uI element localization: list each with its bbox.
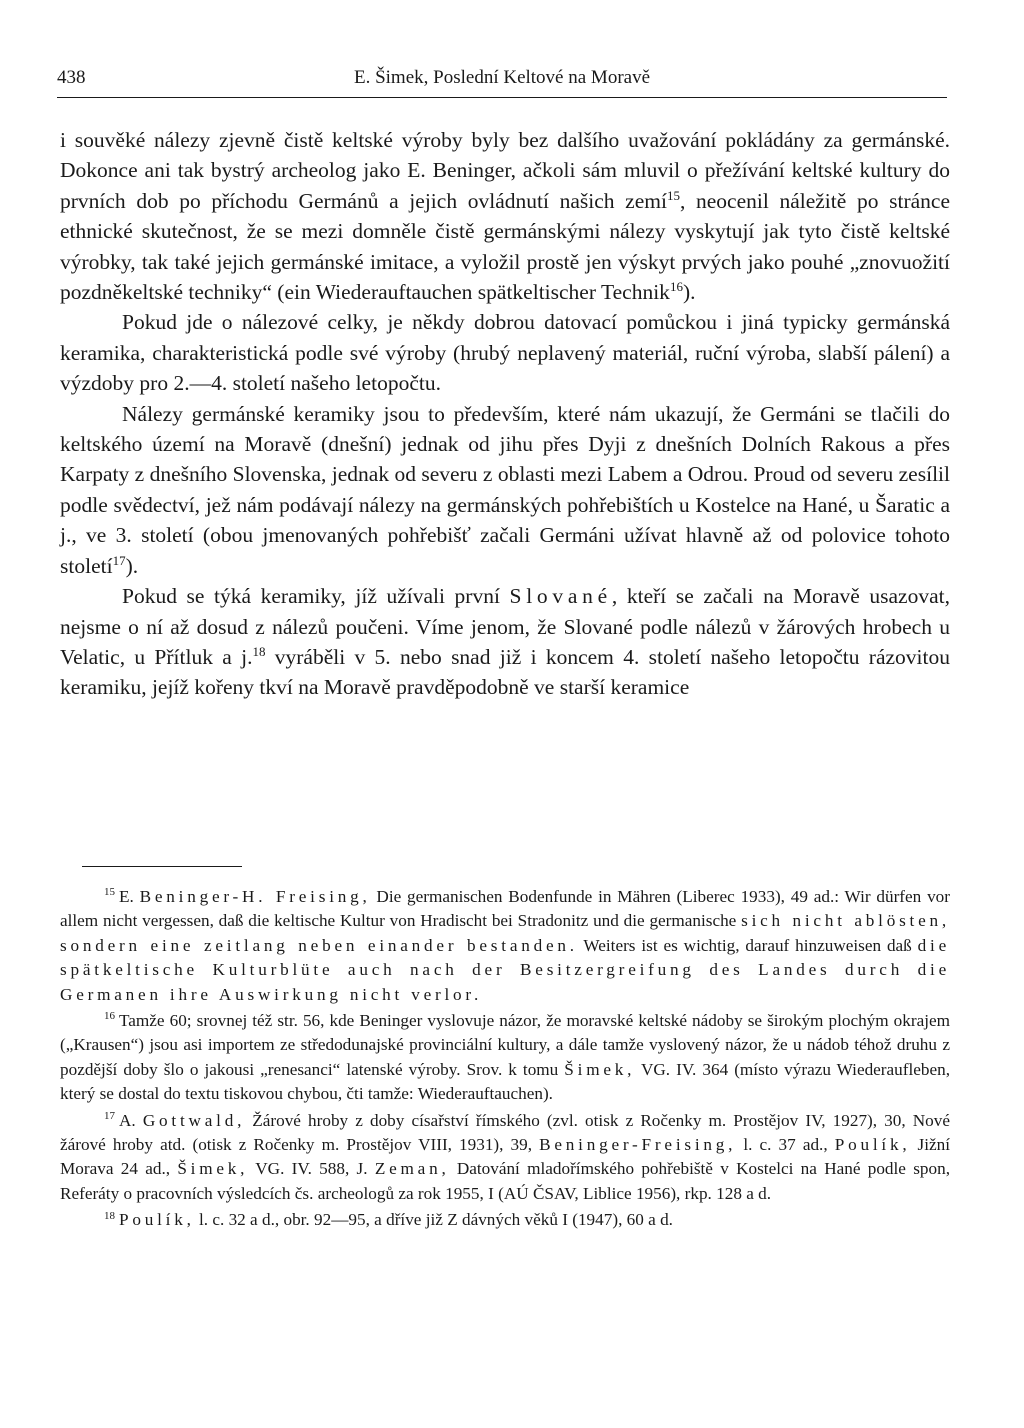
header-rule	[57, 97, 947, 98]
page-header	[57, 66, 947, 90]
footnote-ref-17: 17	[112, 552, 126, 568]
paragraph-3: Nálezy germánské keramiky jsou to především, které nám ukazují, že Germáni se tlačili do keltského území na Moravě (dnešní) jednak od jihu přes Dyji z dnešních Dolních Rakous a přes Karpaty z dnešního Slovenska, jednak od severu z oblasti mezi Labem a Odrou. Proud od severu zesílil podle svědectví, jež nám podávají nálezy na germánských pohřebištích u Kostelce na Hané, u Šaratic a j., ve 3. století (obou jmenovaných pohřebišť začali Germáni užívat hlavně až od polovice tohoto století$^{17}$).	[60, 401, 950, 578]
footnote-rule	[82, 866, 242, 867]
footnote-15: $^{15}$ E. Beninger-H. Freising, Die germanischen Bodenfunde in Mähren (Liberec 1933), 49 ad.: Wir dürfen vor allem nicht vergessen, daß die keltische Kultur von Hradischt bei Stradonitz und die germanische sich nicht ablösten, sondern eine zeitlang neben einander bestanden. Weiters ist es wichtig, darauf hinzuweisen daß die spätkeltische Kulturblüte auch nach der Besitzergreifung des Landes durch die Germanen ihre Auswirkung nicht verlor.	[60, 886, 950, 1004]
footnote-ref-18: 18	[252, 643, 266, 659]
footnote-number: 16	[104, 1010, 115, 1023]
main-text	[60, 125, 950, 703]
running-title: E. Šimek, Poslední Keltové na Moravě	[353, 67, 651, 88]
paragraph-4: Pokud se týká keramiky, jíž užívali první Slované, kteří se začali na Moravě usazovat, nejsme o ní až dosud z nálezů poučeni. Víme jenom, že Slované podle nálezů v žárových hrobech u Velatic, u Přítluk a j.$^{18}$ vyráběli v 5. nebo snad již i koncem 4. století našeho letopočtu rázovitou keramiku, jejíž kořeny tkví na Moravě pravděpodobně ve starší keramice	[60, 584, 950, 700]
paragraph-1: i souvěké nálezy zjevně čistě keltské výroby byly bez dalšího uvažování pokládány za germánské. Dokonce ani tak bystrý archeolog jako E. Beninger, ačkoli sám mluvil o přežívání keltské kultury do prvních dob po příchodu Germánů a jejich ovládnutí našich zemí$^{15}$, neocenil náležitě po stránce ethnické skutečnost, že se mezi domněle čistě germánskými nálezy vyskytují jak tyto čistě keltské výrobky, tak také jejich germánské imitace, a vyložil prostě jen výskyt prvých jako pouhé „znovuožití pozdněkeltské techniky“ (ein Wiederauftauchen spätkeltischer Technik$^{16}$).	[60, 128, 950, 305]
footnote-number: 15	[104, 886, 115, 899]
footnote-18: $^{18}$ Poulík, l. c. 32 a d., obr. 92—95, a dříve již Z dávných věků I (1947), 60 a d.	[104, 1209, 673, 1230]
footnotes	[60, 885, 950, 1235]
paragraph-2: Pokud jde o nálezové celky, je někdy dobrou datovací pomůckou i jiná typicky germánská keramika, charakteristická podle své výroby (hrubý neplavený materiál, ruční výroba, slabší pálení) a výzdoby pro 2.—4. století našeho letopočtu.	[60, 310, 950, 396]
spaced-word-slovane: Slované	[509, 584, 612, 609]
footnote-17: $^{17}$ A. Gottwald, Žárové hroby z doby císařství římského (zvl. otisk z Ročenky m. Prostějov IV, 1927), 30, Nové žárové hroby atd. (otisk z Ročenky m. Prostějov VIII, 1931), 39, Beninger-Freising, l. c. 37 ad., Poulík, Jižní Morava 24 ad., Šimek, VG. IV. 588, J. Zeman, Datování mladořímského pohřebiště v Kostelci na Hané podle spon, Referáty o pracovních výsledcích čs. archeologů za rok 1955, I (AÚ ČSAV, Liblice 1956), rkp. 128 a d.	[60, 1109, 950, 1203]
footnote-number: 17	[104, 1109, 115, 1122]
footnote-ref-16: 16	[669, 278, 683, 294]
footnote-16: $^{16}$ Tamže 60; srovnej též str. 56, kde Beninger vyslovuje názor, že moravské keltské nádoby se širokým plochým okrajem („Krausen“) jsou asi importem ze středodunajské provinciální kultury, a dále tamže vyslovený názor, že u nádob téhož druhu z pozdější doby šlo o jakousi „renesanci“ latenské výroby. Srov. k tomu Šimek, VG. IV. 364 (místo výrazu Wiederaufleben, který se dostal do textu tiskovou chybou, čti tamže: Wiederauftauchen).	[60, 1010, 950, 1104]
footnote-number: 18	[104, 1209, 115, 1222]
page-number: 438	[57, 67, 86, 88]
footnote-ref-15: 15	[666, 187, 680, 203]
